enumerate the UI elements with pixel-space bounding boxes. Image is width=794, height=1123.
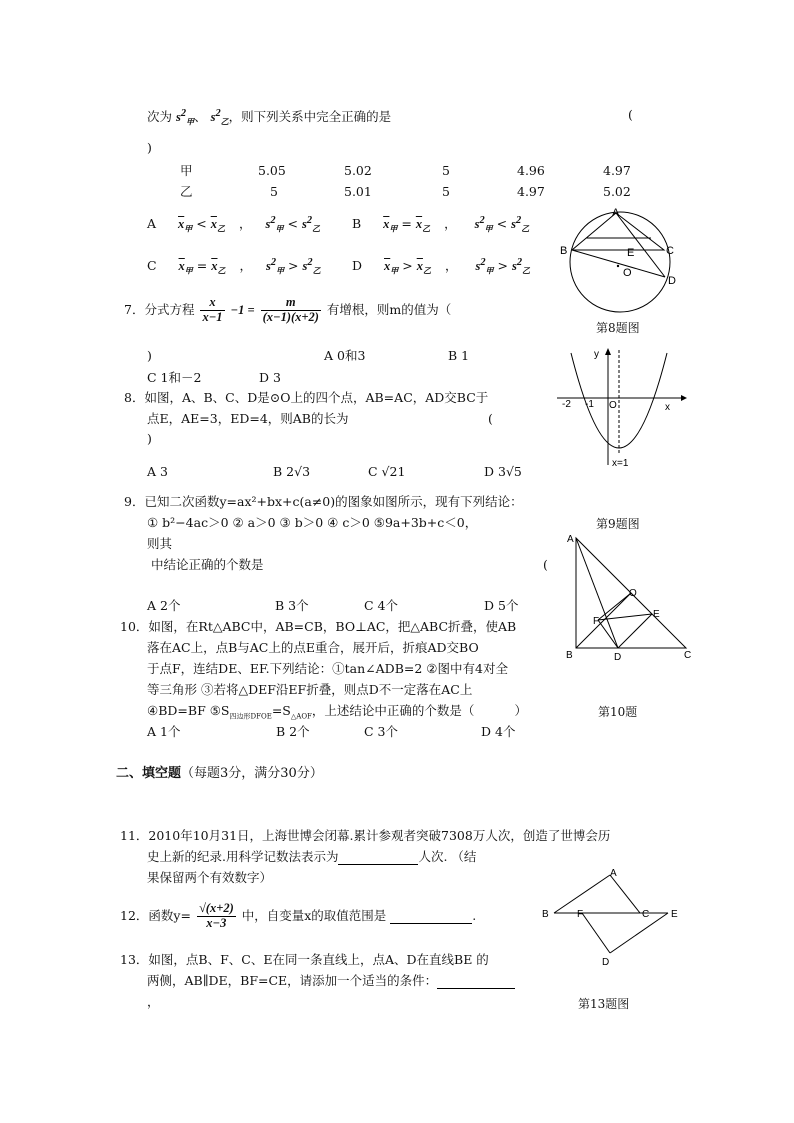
fig10-label-b: B: [566, 650, 573, 661]
q9-line-2: ① b²−4ac＞0 ② a＞0 ③ b＞0 ④ c＞0 ⑤9a+3b+c＜0，: [147, 515, 478, 530]
q7-fraction-2: $\frac{m}{(x-1)(x+2)}$: [262, 295, 319, 324]
fig8-label-c: C: [666, 245, 674, 257]
q8-paren-close: ): [147, 431, 152, 446]
cell: 5: [442, 163, 450, 178]
fig13-label-d: D: [602, 957, 610, 968]
q12-fraction: $\frac{√(x+2)}{x-3}$: [198, 901, 234, 930]
fig13-label-e: E: [671, 909, 678, 920]
figure-8-caption: 第8题图: [596, 321, 640, 335]
q13-line-3: ，: [147, 994, 160, 1009]
q7-option-a: A 0和3: [324, 348, 366, 363]
q8-option-a: A 3: [147, 464, 168, 479]
q9-line-4: 中结论正确的个数是: [151, 557, 264, 572]
q6-paren-close: ): [147, 140, 152, 155]
cell: 4.97: [603, 163, 631, 178]
q6-paren-open: (: [628, 107, 633, 122]
q11-line-3: 果保留两个有效数字）: [147, 870, 273, 885]
q7-fraction-1: $\frac{x}{x-1}$: [202, 295, 223, 324]
fig9-label-y: y: [594, 349, 599, 360]
q10-line-2: 落在AC上，点B与AC上的点E重合，展开后，折痕AD交BO: [147, 640, 479, 655]
q6-option-b: B $\overline{x}_甲 = \overline{x}_乙$ ， $s^2_甲 < s^2_乙$: [352, 215, 530, 234]
cell: 4.97: [517, 184, 545, 199]
cell: 5.01: [344, 184, 372, 199]
q9-option-a: A 2个: [147, 598, 181, 613]
q9-option-c: C 4个: [364, 598, 398, 613]
q12-answer-blank[interactable]: [390, 909, 472, 924]
fig9-label-axis: x=1: [612, 458, 629, 469]
figure-8-circle: [556, 204, 686, 316]
fig13-label-b: B: [542, 909, 549, 920]
q10-option-b: B 2个: [276, 724, 310, 739]
cell: 5.02: [603, 184, 631, 199]
fig8-label-d: D: [668, 275, 676, 287]
q11-line-1: 11．2010年10月31日，上海世博会闭幕.累计参观者突破7308万人次，创造了世博会历: [120, 828, 611, 843]
fig8-label-a: A: [612, 207, 620, 219]
q6-option-d: D $\overline{x}_甲 > \overline{x}_乙$ ， $s^2_甲 > s^2_乙$: [352, 257, 531, 276]
section-2-heading: 二、填空题（每题3分，满分30分）: [116, 766, 323, 781]
fig10-label-f: F: [593, 616, 600, 627]
row-label: 甲: [180, 163, 193, 178]
q8-line-2: 点E，AE=3，ED=4，则AB的长为: [147, 411, 349, 426]
fig10-label-o: O: [629, 588, 637, 599]
q8-line-1: 8．如图，A、B、C、D是⊙O上的四个点，AB=AC，AD交BC于: [124, 390, 489, 405]
figure-10-triangle: [562, 530, 702, 665]
cell: 4.96: [517, 163, 545, 178]
cell: 5: [442, 184, 450, 199]
q8-paren-open: (: [488, 411, 493, 426]
q8-option-d: D 3√5: [484, 464, 522, 479]
fig10-label-e: E: [653, 609, 660, 620]
q9-line-3: 则其: [147, 536, 173, 551]
q8-option-c: C √21: [368, 464, 406, 479]
cell: 5: [270, 184, 278, 199]
figure-10-caption: 第10题: [598, 705, 638, 719]
fig8-label-b: B: [560, 245, 568, 257]
fig8-label-o: O: [623, 267, 632, 279]
fig13-label-f: F: [577, 909, 584, 920]
q10-option-a: A 1个: [147, 724, 181, 739]
figure-9-parabola: [553, 345, 688, 470]
q9-option-b: B 3个: [275, 598, 309, 613]
q7-stem: 7．分式方程 $\frac{x}{x-1}$ −1 = $\frac{m}{(x-1)(x+2)}$ 有增根，则m的值为（: [124, 295, 452, 324]
fig8-label-e: E: [627, 247, 635, 259]
q7-paren-close: ): [147, 348, 152, 363]
q10-option-d: D 4个: [481, 724, 516, 739]
q9-option-d: D 5个: [484, 598, 519, 613]
q7-option-c: C 1和－2: [147, 370, 202, 385]
fig10-label-c: C: [684, 650, 692, 661]
fig13-label-a: A: [610, 868, 617, 879]
q9-line-1: 9．已知二次函数y=ax²+bx+c(a≠0)的图象如图所示，现有下列结论：: [124, 494, 523, 509]
q11-answer-blank[interactable]: [338, 850, 418, 865]
fig9-label-o: O: [609, 400, 617, 411]
q8-option-b: B 2√3: [273, 464, 311, 479]
q6-option-a: A $\overline{x}_甲 < \overline{x}_乙$ ， $s^2_甲 < s^2_乙$: [147, 215, 321, 234]
figure-13-caption: 第13题图: [578, 997, 630, 1011]
fig10-label-a: A: [567, 534, 574, 545]
fig10-label-d: D: [614, 652, 622, 663]
figure-9-caption: 第9题图: [596, 517, 640, 531]
q10-line-3: 于点F，连结DE、EF.下列结论：①tan∠ADB=2 ②图中有4对全: [147, 661, 508, 676]
q10-line-1: 10．如图，在Rt△ABC中，AB=CB，BO⊥AC，把△ABC折叠，使AB: [120, 619, 517, 634]
q6-stem: 次为 $s^2_甲$、 $s^2_乙$，则下列关系中完全正确的是: [147, 108, 392, 127]
cell: 5.02: [344, 163, 372, 178]
q7-option-d: D 3: [259, 370, 281, 385]
q10-line-4: 等三角形 ③若将△DEF沿EF折叠，则点D不一定落在AC上: [147, 682, 473, 697]
q13-line-1: 13．如图，点B、F、C、E在同一条直线上，点A、D在直线BE 的: [120, 952, 489, 967]
variance-yi: $s^2_乙$: [210, 108, 229, 127]
q9-paren-open: (: [543, 557, 548, 572]
fig9-label-neg1: -1: [585, 399, 594, 410]
cell: 5.05: [258, 163, 286, 178]
q10-option-c: C 3个: [364, 724, 398, 739]
q12-line: 12．函数y= $\frac{√(x+2)}{x-3}$ 中，自变量x的取值范围是 .: [120, 901, 477, 930]
fig9-label-neg2: -2: [562, 399, 571, 410]
fig13-label-c: C: [642, 909, 650, 920]
q7-option-b: B 1: [448, 348, 470, 363]
q6-option-c: C $\overline{x}_甲 = \overline{x}_乙$ ， $s^2_甲 > s^2_乙$: [147, 257, 321, 276]
q13-answer-blank[interactable]: [437, 974, 515, 989]
fig9-label-x: x: [665, 402, 670, 413]
figure-13-parallelogram: [540, 865, 690, 975]
q10-line-5: ④BD=BF $⑤S_{四边形DFOE}=S_{\triangle AOF}$，上述结论中正确的个数是（ ）: [147, 703, 527, 721]
row-label: 乙: [180, 184, 193, 199]
variance-jia: $s^2_甲$: [176, 108, 195, 127]
q11-line-2: 史上新的纪录.用科学记数法表示为 人次. （结: [147, 849, 477, 864]
q13-line-2: 两侧，AB∥DE，BF=CE，请添加一个适当的条件：: [147, 974, 515, 989]
